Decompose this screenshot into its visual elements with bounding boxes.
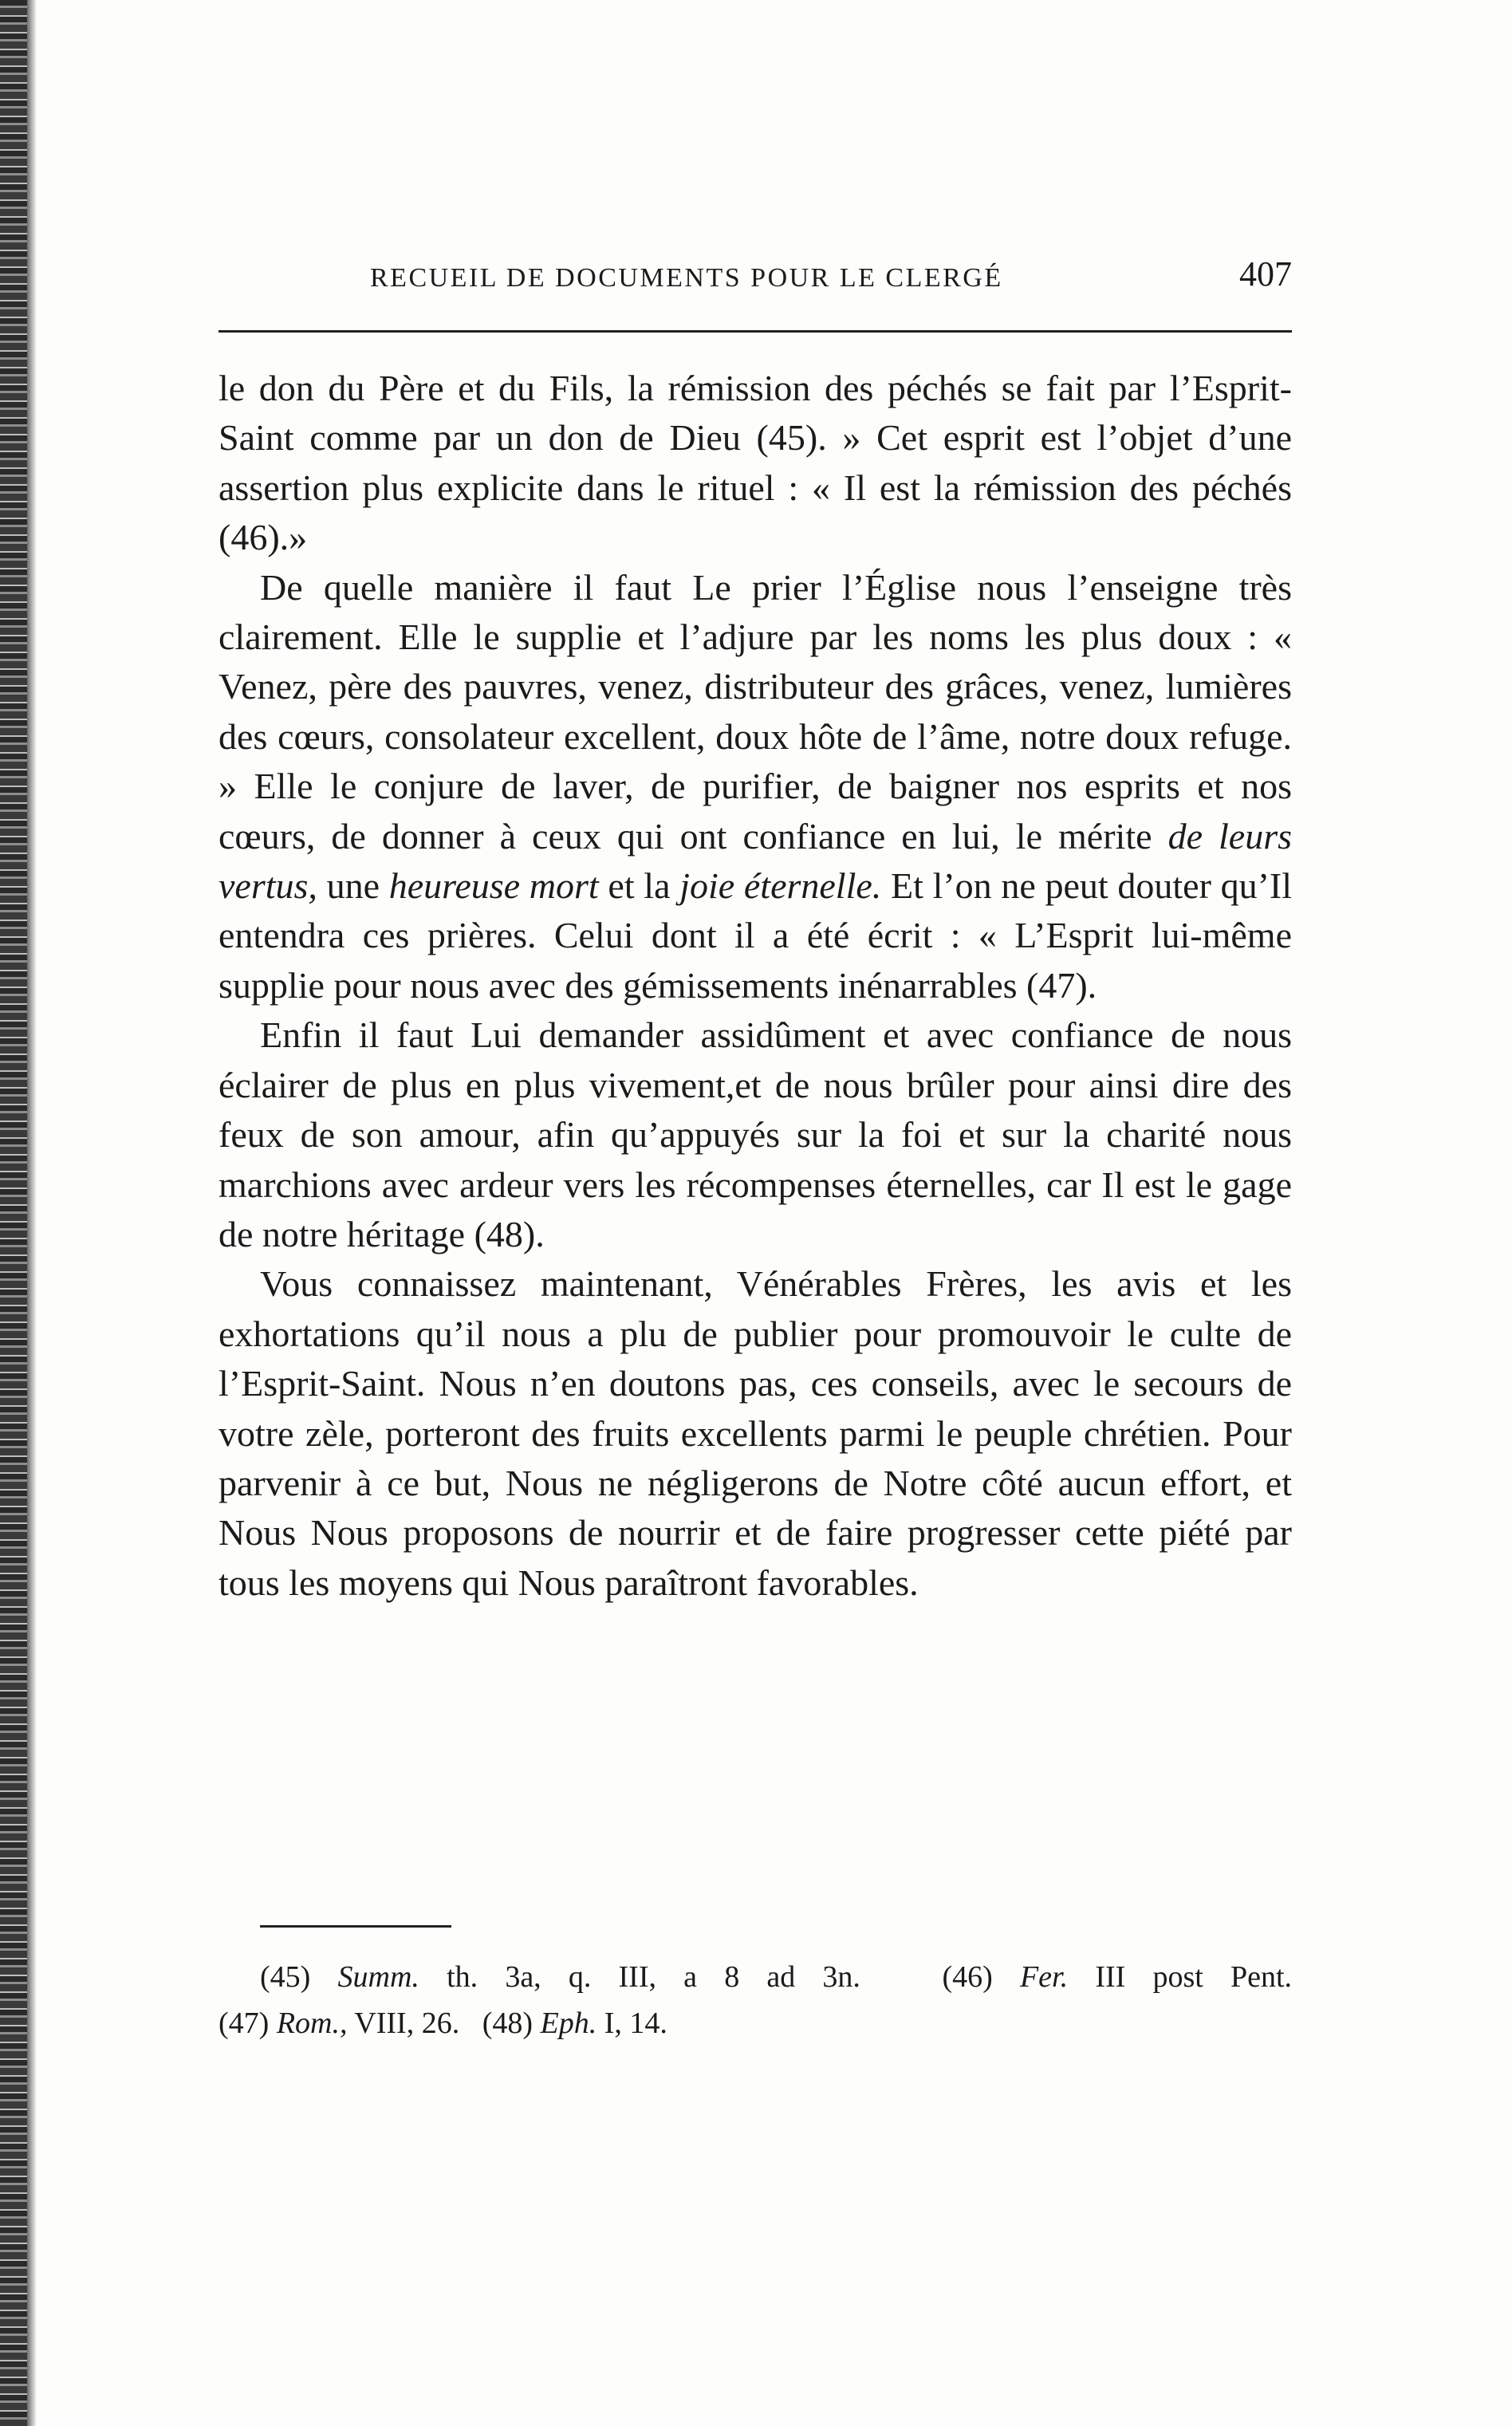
footnote-48-text: I, 14. [604,2007,667,2040]
paragraph-3-text: Enfin il faut Lui demander assidûment et avec confiance de nous éclairer de plus en plus vivement,et de nous brûler pour ainsi dire des feux de son amour, afin qu’appuyés sur la foi et sur la charité nous marchions avec ardeur vers les récompenses éternelles, car Il est le gage de notre héritage (48). [219,1014,1292,1254]
footnote-rule [260,1925,451,1928]
footnote-45-number: (45) [260,1960,311,1994]
footnote-47-ref: Rom., [276,2007,348,2040]
footnote-46-number: (46) [942,1960,993,1994]
body-text [219,364,1292,1608]
page-number: 407 [1239,254,1292,293]
footnote-48-ref: Eph. [540,2007,597,2040]
footnote-line-2 [219,2000,1292,2046]
italic-joie-eternelle: joie éternelle. [679,865,882,907]
footnote-48-number: (48) [482,2007,534,2040]
paragraph-2-text-c: et la [608,865,671,907]
footnote-line-1 [219,1954,1292,2000]
paragraph-1-text: le don du Père et du Fils, la rémission des péchés se fait par l’Esprit-Saint comme par un don de Dieu (45). » Cet esprit est l’objet d’une assertion plus explicite dans le rituel : « Il est la rémission des péchés (46).» [219,368,1292,558]
paragraph-2-text-a: De quelle manière il faut Le prier l’Église nous l’enseigne très clairement. Elle le supplie et l’adjure par les noms les plus doux : « Venez, père des pauvres, venez, distributeur des grâces, venez, lumières des cœurs, consolateur excellent, doux hôte de l’âme, notre doux refuge. » Elle le conjure de laver, de purifier, de baigner nos esprits et nos cœurs, de donner à ceux qui ont confiance en lui, le mérite [219,566,1292,857]
footnote-47-number: (47) [219,2007,270,2040]
paragraph-1 [219,364,1292,563]
footnote-46-ref: Fer. [1019,1960,1069,1994]
paragraph-2-text-b: une [326,865,380,907]
footnote-47-text: VIII, 26. [354,2007,460,2040]
footnote-45-text: th. 3a, q. III, a 8 ad 3n. [447,1960,860,1994]
running-head [219,254,1292,301]
footnote-46-text: III post Pent. [1095,1960,1293,1994]
book-binding-edge [0,0,37,2426]
header-rule [219,330,1292,333]
italic-heureuse-mort: heureuse mort [388,865,599,907]
running-title: RECUEIL DE DOCUMENTS POUR LE CLERGÉ [370,263,1003,293]
paragraph-2 [219,563,1292,1011]
footnote-45-ref: Summ. [337,1960,419,1994]
footnotes [219,1954,1292,2046]
paragraph-3 [219,1010,1292,1259]
paragraph-2-text-d: Et l’on ne peut douter qu’Il entendra ces prières. Celui dont il a été écrit : « L’Esprit lui-même supplie pour nous avec des gémissements inénarrables (47). [219,865,1293,1006]
paragraph-4-text: Vous connaissez maintenant, Vénérables Frères, les avis et les exhortations qu’il nous a plu de publier pour promouvoir le culte de l’Esprit-Saint. Nous n’en doutons pas, ces conseils, avec le secours de votre zèle, porteront des fruits excellents parmi le peuple chrétien. Pour parvenir à ce but, Nous ne négligerons de Notre côté aucun effort, et Nous Nous proposons de nourrir et de faire progresser cette piété par tous les moyens qui Nous paraîtront favorables. [219,1263,1292,1603]
paragraph-4 [219,1259,1292,1608]
italic-leurs-vertus: de leurs vertus, [219,815,1293,907]
